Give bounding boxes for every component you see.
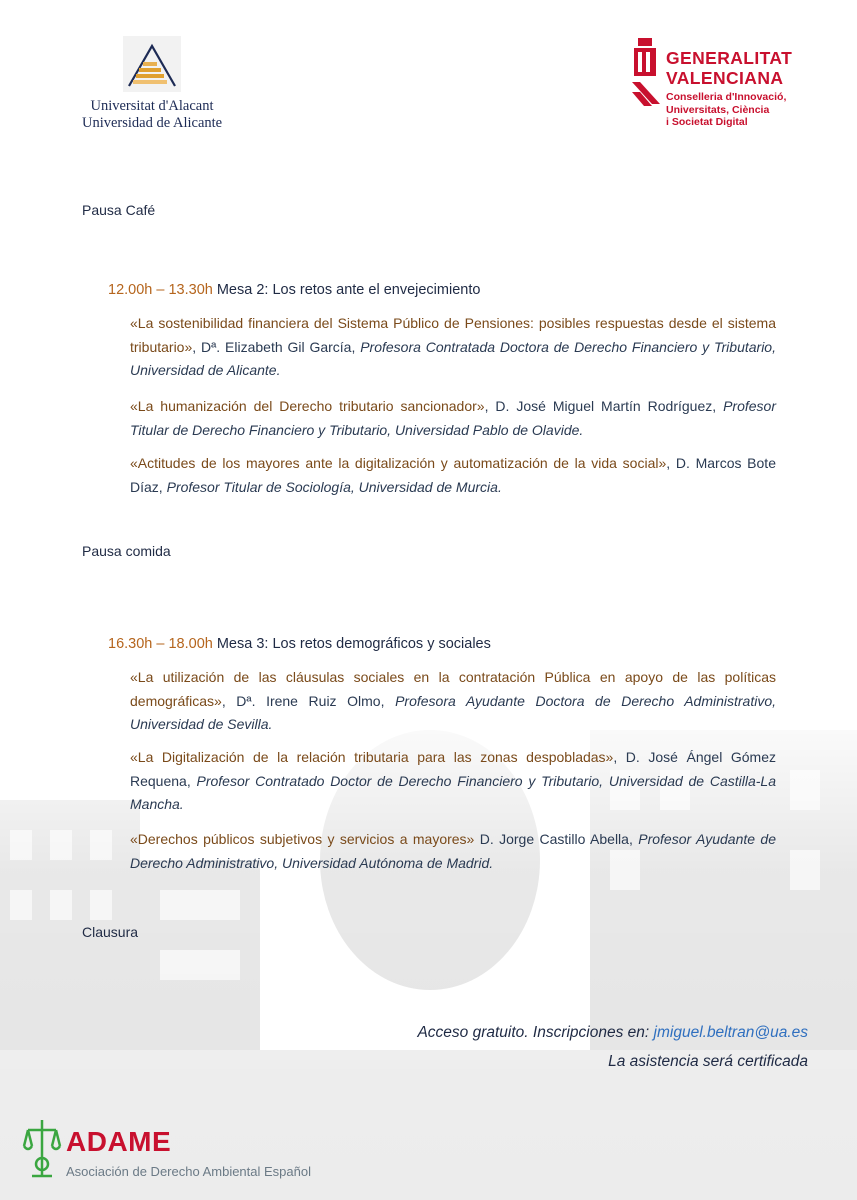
talk-speaker: , Dª. Elizabeth Gil García, <box>192 338 361 355</box>
scales-of-justice-icon <box>22 1116 62 1182</box>
university-logo <box>82 36 222 132</box>
talk-affiliation: Profesor Ayudante de Derecho Administrativo, Universidad Autónoma de Madrid. <box>130 831 777 871</box>
talk-speaker: , Dª. Irene Ruiz Olmo, <box>221 692 396 709</box>
session-2-time: 12.00h – 13.30h <box>108 282 213 298</box>
registration-line <box>417 1024 808 1042</box>
registration-email-link[interactable]: jmiguel.beltran@ua.es <box>653 1024 808 1041</box>
talk-title: «La utilización de las cláusulas sociales en la contratación Pública en apoyo de las políticas demográficas» <box>130 669 776 709</box>
talk-affiliation: Profesor Contratado Doctor de Derecho Financiero y Tributario, Universidad de Castilla-La Mancha. <box>130 772 776 812</box>
generalitat-emblem-icon <box>630 38 662 108</box>
closing-label: Clausura <box>82 924 139 940</box>
talk-title: «Actitudes de los mayores ante la digitalización y automatización de la vida social» <box>130 455 667 471</box>
talk-affiliation: Profesor Titular de Sociología, Universidad de Murcia. <box>166 478 502 495</box>
talk-affiliation: Profesor Titular de Derecho Financiero y Tributario, Universidad Pablo de Olavide. <box>130 398 776 438</box>
session-3-time: 16.30h – 18.00h <box>108 636 213 652</box>
session-3-heading <box>108 636 491 652</box>
talk-affiliation: Profesora Contratada Doctora de Derecho Financiero y Tributario, Universidad de Alicante. <box>130 338 776 378</box>
adame-subtitle: Asociación de Derecho Ambiental Español <box>66 1164 311 1179</box>
talk-item <box>130 312 776 383</box>
talk-affiliation: Profesora Ayudante Doctora de Derecho Administrativo, Universidad de Sevilla. <box>130 692 776 732</box>
talk-speaker: , D. José Miguel Martín Rodríguez, <box>484 398 724 414</box>
university-name-spanish: Universidad de Alicante <box>82 115 223 131</box>
talk-title: «La humanización del Derecho tributario sancionador» <box>130 398 485 414</box>
talk-speaker: , D. Marcos Bote Díaz, <box>130 455 776 495</box>
generalitat-title-line1: GENERALITAT <box>666 48 793 68</box>
lunch-break-label: Pausa comida <box>82 543 171 559</box>
talk-speaker: D. Jorge Castillo Abella, <box>474 831 639 847</box>
talk-title: «Derechos públicos subjetivos y servicios a mayores» <box>130 831 475 847</box>
certification-note: La asistencia será certificada <box>608 1053 808 1070</box>
talk-item <box>130 395 776 442</box>
adame-logo <box>22 1112 362 1192</box>
talk-speaker: , D. José Ángel Gómez Requena, <box>130 749 776 789</box>
talk-item <box>130 746 776 817</box>
session-3-title: Mesa 3: Los retos demográficos y sociales <box>212 636 491 652</box>
adame-name: ADAME <box>66 1126 172 1157</box>
coffee-break-label: Pausa Café <box>82 202 156 218</box>
talk-item <box>130 452 776 499</box>
talk-title: «La sostenibilidad financiera del Sistema Público de Pensiones: posibles respuestas desde el sistema tributario» <box>130 315 776 355</box>
conselleria-line3: i Societat Digital <box>666 116 748 128</box>
session-2-heading <box>108 282 480 298</box>
talk-title: «La Digitalización de la relación tributaria para las zonas despobladas» <box>130 749 614 765</box>
generalitat-title-line2: VALENCIANA <box>666 68 784 88</box>
university-name-valencian: Universitat d'Alacant <box>90 98 214 114</box>
conselleria-line1: Conselleria d'Innovació, <box>666 91 787 103</box>
registration-text: Acceso gratuito. Inscripciones en: <box>417 1024 654 1041</box>
session-2-title: Mesa 2: Los retos ante el envejecimiento <box>212 282 481 298</box>
talk-item <box>130 828 776 875</box>
talk-item <box>130 666 776 737</box>
conselleria-line2: Universitats, Ciència <box>666 103 770 116</box>
university-emblem-icon <box>123 36 181 92</box>
